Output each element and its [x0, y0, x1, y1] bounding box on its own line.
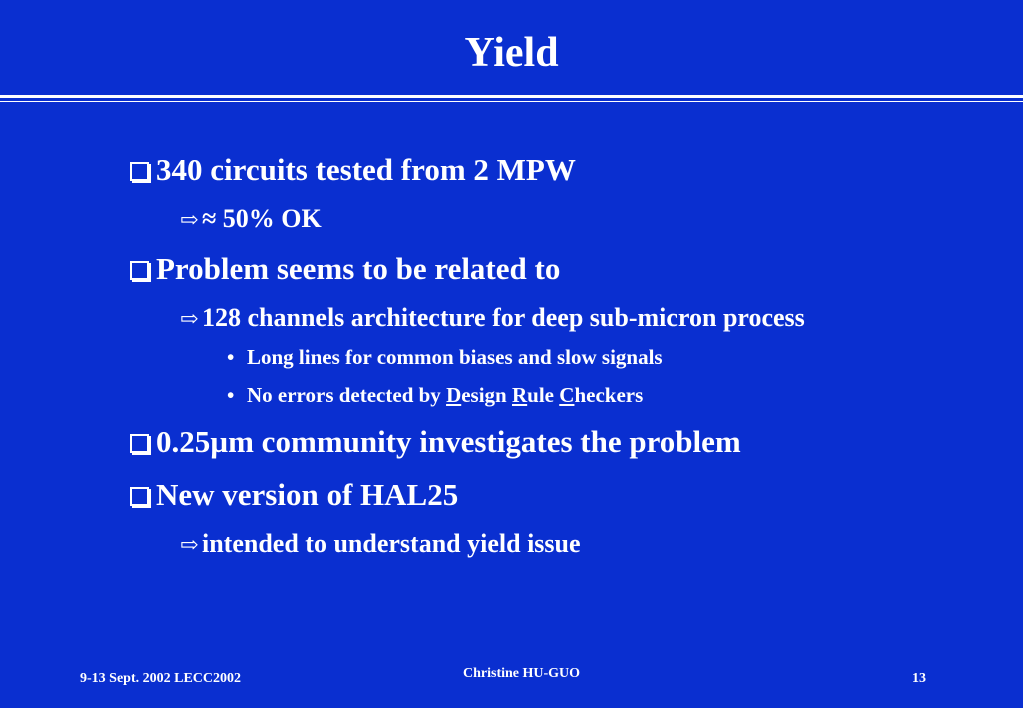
title-divider-thin — [0, 101, 1023, 102]
dot-bullet-icon: • — [227, 383, 235, 407]
bullet-item — [130, 152, 576, 188]
sub-sub-bullet-text: Long lines for common biases and slow signals — [247, 345, 663, 369]
footer-author: Christine HU-GUO — [463, 666, 581, 681]
sub-bullet-item — [180, 203, 322, 236]
sub-sub-bullet-item — [227, 382, 643, 408]
checkbox-bullet-icon — [130, 162, 149, 181]
arrow-bullet-icon: ⇨ — [180, 306, 199, 331]
bullet-text: 340 circuits tested from 2 MPW — [156, 152, 576, 187]
dot-bullet-icon: • — [227, 345, 235, 369]
text-segment: No errors detected by — [247, 383, 447, 407]
bullet-item — [130, 251, 560, 287]
sub-bullet-text: intended to understand yield issue — [202, 529, 581, 558]
checkbox-bullet-icon — [130, 434, 149, 453]
sub-bullet-text: ≈ 50% OK — [202, 204, 322, 233]
slide-title: Yield — [464, 30, 559, 76]
title-divider-thick — [0, 95, 1023, 98]
text-segment: esign — [461, 383, 512, 407]
checkbox-bullet-icon — [130, 261, 149, 280]
sub-bullet-item — [180, 302, 805, 335]
bullet-text: Problem seems to be related to — [156, 251, 561, 286]
bullet-item — [130, 424, 741, 460]
arrow-bullet-icon: ⇨ — [180, 532, 199, 557]
sub-sub-bullet-item — [227, 344, 663, 370]
footer-date-event: 9-13 Sept. 2002 LECC2002 — [80, 671, 242, 686]
text-segment: heckers — [574, 383, 644, 407]
sub-bullet-item — [180, 528, 581, 561]
sub-bullet-text: 128 channels architecture for deep sub-micron process — [202, 303, 805, 332]
bullet-text: New version of HAL25 — [156, 477, 459, 512]
text-segment: ule — [527, 383, 560, 407]
underlined-initial: D — [446, 383, 462, 407]
checkbox-bullet-icon — [130, 487, 149, 506]
arrow-bullet-icon: ⇨ — [180, 207, 199, 232]
underlined-initial: R — [512, 383, 528, 407]
bullet-text: 0.25µm community investigates the problem — [156, 424, 741, 459]
sub-sub-bullet-text — [247, 383, 643, 407]
page-number: 13 — [912, 671, 926, 686]
bullet-item — [130, 477, 458, 513]
underlined-initial: C — [559, 383, 575, 407]
